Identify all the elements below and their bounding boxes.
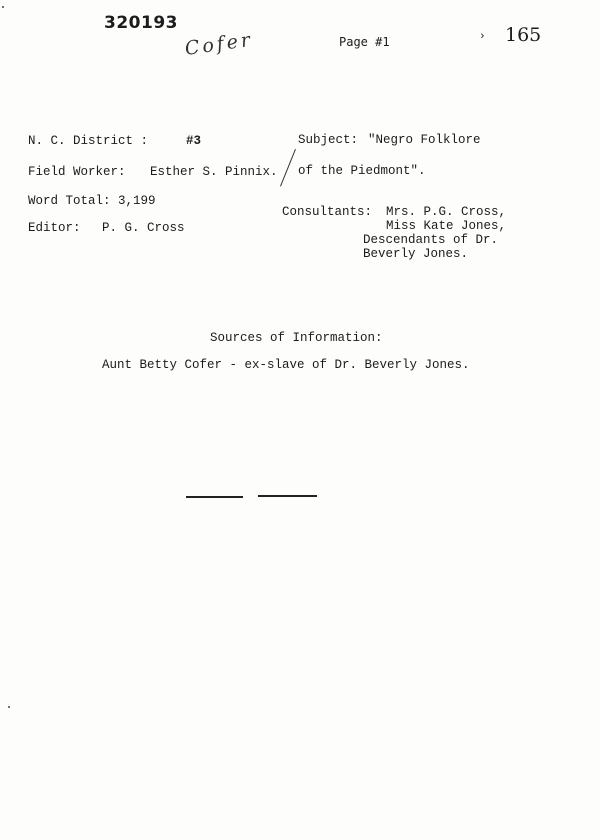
speck: [2, 6, 4, 8]
subject-label: Subject:: [298, 133, 359, 147]
editor-value: P. G. Cross: [102, 221, 185, 235]
word-total-label: Word Total:: [28, 194, 111, 208]
handwritten-name: Cofer: [183, 28, 255, 60]
word-total-value: 3,199: [118, 194, 156, 208]
consultant-line: Descendants of Dr.: [363, 233, 499, 247]
consultant-line: Mrs. P.G. Cross,: [386, 205, 507, 219]
consultants-label: Consultants:: [282, 205, 373, 219]
margin-mark: ›: [479, 31, 486, 43]
separator-rule-left: [186, 496, 243, 498]
district-value: #3: [186, 134, 202, 148]
document-id: 320193: [104, 13, 178, 33]
subject-value-line2: of the Piedmont".: [298, 164, 426, 178]
consultant-line: Miss Kate Jones,: [386, 219, 507, 233]
field-worker-value: Esther S. Pinnix.: [150, 165, 278, 179]
page-number: 165: [505, 24, 542, 46]
consultant-line: Beverly Jones.: [363, 247, 469, 261]
speck: [8, 706, 10, 708]
field-worker-label: Field Worker:: [28, 165, 126, 179]
sources-entry: Aunt Betty Cofer - ex-slave of Dr. Beverly Jones.: [102, 358, 470, 372]
subject-value-line1: "Negro Folklore: [368, 133, 481, 147]
page-label: Page #1: [339, 35, 390, 49]
district-label: N. C. District :: [28, 134, 149, 148]
correction-slash: [280, 149, 296, 186]
sources-heading: Sources of Information:: [210, 331, 383, 345]
editor-label: Editor:: [28, 221, 81, 235]
separator-rule-right: [258, 495, 317, 497]
